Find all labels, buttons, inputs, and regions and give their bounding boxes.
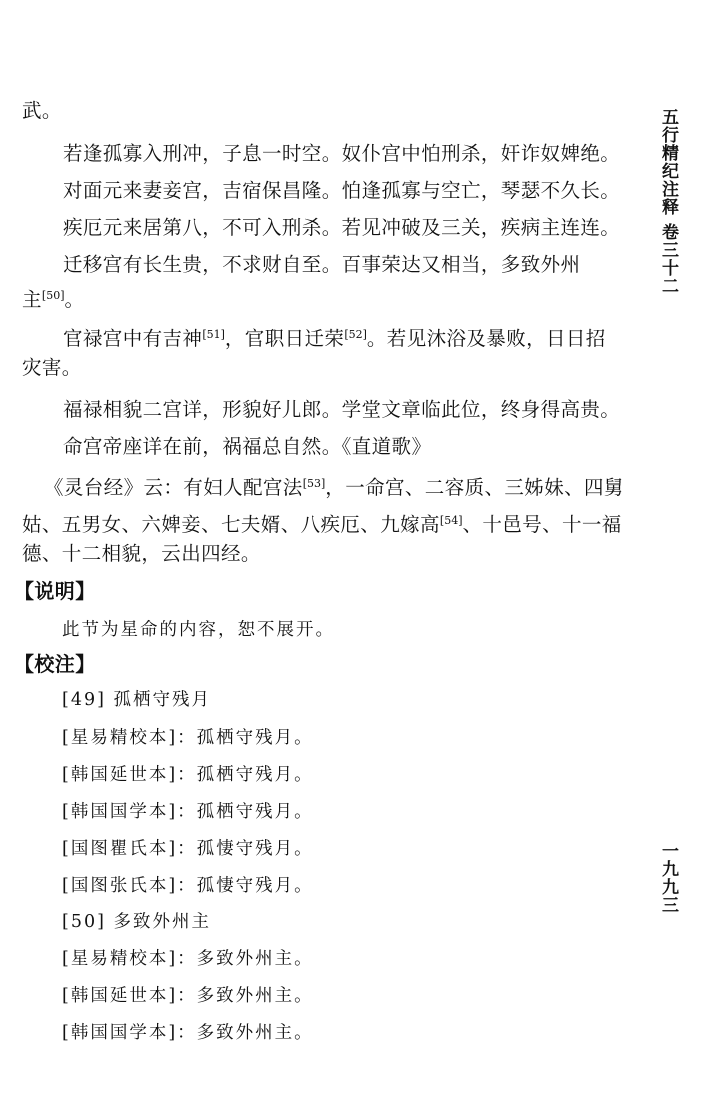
collation-note: [国图瞿氏本]：孤悽守残月。	[62, 839, 314, 859]
collation-note: [国图张氏本]：孤悽守残月。	[62, 876, 314, 896]
collation-note: [韩国延世本]：孤栖守残月。	[62, 765, 314, 785]
collation-note: [49] 孤栖守残月	[62, 690, 211, 710]
explanation-text: 此节为星命的内容，恕不展开。	[62, 620, 335, 640]
text-line: 德、十二相貌，云出四经。	[22, 542, 261, 565]
footnote-ref: [54]	[439, 514, 463, 527]
text-line: 疾厄元来居第八，不可入刑杀。若见冲破及三关，疾病主连连。	[63, 216, 621, 239]
text-line: 《灵台经》云：有妇人配宫法[53]，一命宫、二容质、三姊妹、四舅	[44, 476, 624, 499]
collation-note: [韩国国学本]：孤栖守残月。	[62, 802, 314, 822]
text-line: 姑、五男女、六婢妾、七夫婿、八疾厄、九嫁高[54]、十邑号、十一福	[22, 513, 622, 536]
collation-note: [50] 多致外州主	[62, 912, 211, 932]
text-line: 命宫帝座详在前，祸福总自然。《直道歌》	[63, 435, 432, 458]
footnote-ref: [51]	[202, 328, 225, 341]
collation-note: [星易精校本]：多致外州主。	[62, 949, 314, 969]
section-heading-collation: 【校注】	[14, 652, 96, 676]
text-line: 主[50]。	[22, 288, 85, 311]
text-line: 武。	[22, 99, 62, 122]
running-head: 五行精纪注释 卷三十二	[658, 108, 678, 295]
footnote-ref: [52]	[344, 328, 367, 341]
text-line: 福禄相貌二宫详，形貌好儿郎。学堂文章临此位，终身得高贵。	[63, 398, 621, 421]
text-line: 灾害。	[22, 356, 82, 379]
section-heading-explanation: 【说明】	[14, 579, 96, 603]
text-line: 若逢孤寡入刑冲，子息一时空。奴仆宫中怕刑杀，奸诈奴婢绝。	[63, 142, 621, 165]
text-line: 官禄宫中有吉神[51]，官职日迁荣[52]。若见沐浴及暴败，日日招	[63, 327, 606, 350]
text-line: 对面元来妻妾宫，吉宿保昌隆。怕逢孤寡与空亡，琴瑟不久长。	[63, 179, 621, 202]
collation-note: [韩国延世本]：多致外州主。	[62, 986, 314, 1006]
collation-note: [韩国国学本]：多致外州主。	[62, 1023, 314, 1043]
footnote-ref: [50]	[41, 289, 65, 302]
footnote-ref: [53]	[302, 477, 326, 490]
page-number: 一九九三	[658, 842, 678, 914]
text-line: 迁移宫有长生贵，不求财自至。百事荣达又相当，多致外州	[63, 253, 581, 276]
collation-note: [星易精校本]：孤栖守残月。	[62, 728, 314, 748]
